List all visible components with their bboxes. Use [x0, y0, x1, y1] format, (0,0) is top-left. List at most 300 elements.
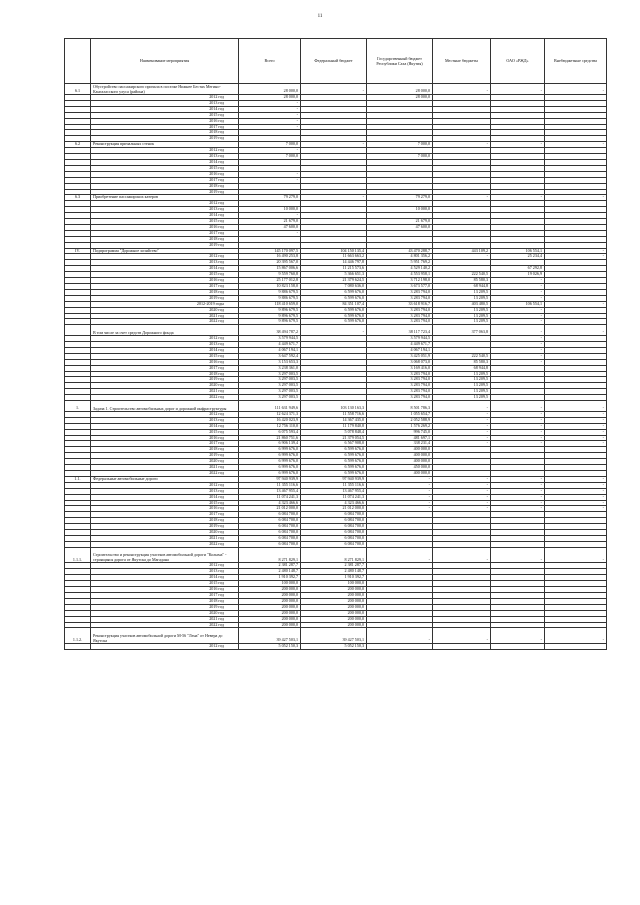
- cell-total: 20 395 567,0: [239, 260, 301, 266]
- cell-extra: -: [545, 482, 607, 488]
- cell-extra: -: [545, 506, 607, 512]
- cell-name: 2019 год: [91, 524, 239, 530]
- page-number: 11: [317, 14, 323, 19]
- cell-republic: 3 283 794,0: [367, 307, 433, 313]
- cell-federal: 1 910 392,7: [301, 575, 367, 581]
- cell-total: 2 381 287,7: [239, 563, 301, 569]
- cell-republic: 3 283 794,0: [367, 395, 433, 401]
- cell-republic: -: [367, 476, 433, 482]
- cell-federal: 6 599 676,0: [301, 465, 367, 471]
- cell-num: 6.1: [65, 84, 91, 95]
- cell-federal: 6 084 700,0: [301, 518, 367, 524]
- cell-republic: 5 951 769,2: [367, 260, 433, 266]
- cell-name: 2012 год: [91, 336, 239, 342]
- cell-name: 2019 год: [91, 295, 239, 301]
- cell-name: Реконструкция участков автомобильной дороги М-56 "Лена" от Невера до Якутска: [91, 628, 239, 644]
- cell-republic: 2 052 588,9: [367, 417, 433, 423]
- cell-federal: 6 599 676,0: [301, 289, 367, 295]
- cell-local: 13 209,5: [433, 383, 491, 389]
- cell-name: 2012 год: [91, 411, 239, 417]
- table-header-row: [65, 39, 607, 84]
- cell-extra: -: [545, 254, 607, 260]
- cell-total: 9 896 679,5: [239, 319, 301, 325]
- cell-rzhd: 106 554,1: [491, 248, 545, 254]
- cell-extra: [545, 644, 607, 650]
- cell-total: 118 410 659,0: [239, 301, 301, 307]
- cell-total: 4 449 671,7: [239, 342, 301, 348]
- cell-republic: 79 279,0: [367, 195, 433, 201]
- cell-total: 6 084 700,0: [239, 524, 301, 530]
- cell-total: 3 297 003,5: [239, 371, 301, 377]
- cell-total: 3 153 653,3: [239, 359, 301, 365]
- header-num: [65, 39, 91, 84]
- cell-republic: 3 283 794,0: [367, 377, 433, 383]
- cell-federal: 200 000,0: [301, 587, 367, 593]
- cell-name: 2012-2019 годы: [91, 301, 239, 307]
- cell-num: 1.: [65, 401, 91, 412]
- cell-local: -: [433, 628, 491, 644]
- cell-extra: -: [545, 494, 607, 500]
- cell-name: 2014 год: [91, 159, 239, 165]
- cell-republic: -: [367, 547, 433, 563]
- cell-total: 97 940 939,9: [239, 476, 301, 482]
- cell-rzhd: 19 026,9: [491, 272, 545, 278]
- cell-rzhd: -: [491, 319, 545, 325]
- cell-extra: -: [545, 488, 607, 494]
- cell-rzhd: -: [491, 441, 545, 447]
- cell-local: -: [433, 547, 491, 563]
- cell-republic: 10 000,0: [367, 207, 433, 213]
- cell-local: -: [433, 401, 491, 412]
- cell-local: 85 580,3: [433, 359, 491, 365]
- cell-republic: 47 600,0: [367, 224, 433, 230]
- cell-rzhd: -: [491, 336, 545, 342]
- cell-name: 2014 год: [91, 106, 239, 112]
- cell-local: -: [433, 423, 491, 429]
- cell-total: 25 177 012,8: [239, 278, 301, 284]
- cell-federal: 6 084 700,0: [301, 530, 367, 536]
- cell-federal: 6 599 676,0: [301, 453, 367, 459]
- cell-name: Задача 1. Строительство автомобильных дорог и дорожной инфраструктуры: [91, 401, 239, 412]
- cell-rzhd: -: [491, 307, 545, 313]
- cell-total: 39 427 503,1: [239, 628, 301, 644]
- cell-republic: 4 553 958,1: [367, 272, 433, 278]
- cell-local: -: [433, 500, 491, 506]
- cell-rzhd: -: [491, 295, 545, 301]
- cell-total: -: [239, 213, 301, 219]
- cell-republic: 3 283 794,0: [367, 295, 433, 301]
- cell-rzhd: 106 554,1: [491, 301, 545, 307]
- cell-total: 10 823 158,0: [239, 284, 301, 290]
- cell-extra: -: [545, 301, 607, 307]
- cell-republic: 8 501 786,3: [367, 401, 433, 412]
- cell-local: 13 209,5: [433, 307, 491, 313]
- cell-name: 2016 год: [91, 224, 239, 230]
- cell-total: 4 323 466,6: [239, 500, 301, 506]
- cell-local: 13 209,5: [433, 395, 491, 401]
- cell-federal: 6 599 676,0: [301, 470, 367, 476]
- cell-local: -: [433, 142, 491, 148]
- cell-local: -: [433, 417, 491, 423]
- cell-num: 6.3: [65, 195, 91, 201]
- cell-federal: 84 351 107,4: [301, 301, 367, 307]
- cell-total: 12 624 371,3: [239, 411, 301, 417]
- cell-local: 403 480,5: [433, 301, 491, 307]
- cell-federal: 39 427 503,1: [301, 628, 367, 644]
- cell-name: 2017 год: [91, 365, 239, 371]
- cell-name: 2018 год: [91, 183, 239, 189]
- cell-total: 3 647 592,4: [239, 353, 301, 359]
- cell-name: 2015 год: [91, 500, 239, 506]
- cell-republic: -: [367, 494, 433, 500]
- cell-name: 2013 год: [91, 417, 239, 423]
- header-name: Наименование мероприятия: [91, 39, 239, 84]
- cell-total: 9 886 679,5: [239, 295, 301, 301]
- cell-federal: 11 215 573,6: [301, 266, 367, 272]
- cell-total: 9 559 760,8: [239, 272, 301, 278]
- cell-name: 2016 год: [91, 506, 239, 512]
- header-extra: Внебюджетные средства: [545, 39, 607, 84]
- cell-local: -: [433, 84, 491, 95]
- cell-name: 2018 год: [91, 130, 239, 136]
- cell-num: 1.1.: [65, 476, 91, 482]
- cell-name: 2012 год: [91, 482, 239, 488]
- cell-federal: 104 150 135,4: [301, 248, 367, 254]
- cell-name: 2012 год: [91, 563, 239, 569]
- cell-name: 2017 год: [91, 230, 239, 236]
- cell-local: -: [433, 411, 491, 417]
- cell-local: -: [433, 195, 491, 201]
- cell-extra: -: [545, 248, 607, 254]
- table-row: [65, 547, 607, 563]
- cell-total: 3 297 003,5: [239, 377, 301, 383]
- cell-total: 6 999 676,0: [239, 447, 301, 453]
- cell-name: 2018 год: [91, 289, 239, 295]
- cell-rzhd: -: [491, 342, 545, 348]
- cell-federal: 100 000,0: [301, 581, 367, 587]
- cell-federal: 2 381 287,7: [301, 563, 367, 569]
- cell-republic: 1 576 269,2: [367, 423, 433, 429]
- cell-republic: 3 283 794,0: [367, 319, 433, 325]
- cell-local: 13 209,5: [433, 289, 491, 295]
- cell-republic: 338 231,4: [367, 441, 433, 447]
- cell-name: 2013 год: [91, 569, 239, 575]
- cell-total: -: [239, 118, 301, 124]
- cell-total: 21 860 751,6: [239, 435, 301, 441]
- cell-federal: 5 078 848,4: [301, 429, 367, 435]
- cell-rzhd: -: [491, 628, 545, 644]
- cell-federal: 6 599 676,0: [301, 307, 367, 313]
- cell-name: 2012 год: [91, 148, 239, 154]
- cell-republic: 3 283 794,0: [367, 383, 433, 389]
- cell-name: 2020 год: [91, 383, 239, 389]
- cell-total: 79 279,0: [239, 195, 301, 201]
- cell-federal: 103 130 163,3: [301, 401, 367, 412]
- cell-num: 1.1.1.: [65, 547, 91, 563]
- cell-total: 3 238 361,0: [239, 365, 301, 371]
- cell-republic: -: [367, 506, 433, 512]
- cell-republic: 7 000,0: [367, 142, 433, 148]
- cell-name: 2021 год: [91, 389, 239, 395]
- financing-table: [64, 38, 607, 650]
- cell-local: 222 540,5: [433, 353, 491, 359]
- cell-name: 2017 год: [91, 124, 239, 130]
- cell-name: 2018 год: [91, 236, 239, 242]
- cell-local: [433, 644, 491, 650]
- cell-republic: 450 000,0: [367, 465, 433, 471]
- cell-name: 2015 год: [91, 581, 239, 587]
- cell-extra: -: [545, 441, 607, 447]
- cell-federal: 6 084 700,0: [301, 541, 367, 547]
- cell-total: 9 886 679,5: [239, 289, 301, 295]
- cell-total: 9 896 679,5: [239, 313, 301, 319]
- cell-name: 2019 год: [91, 453, 239, 459]
- cell-local: 443 109,2: [433, 248, 491, 254]
- cell-name: 2012 год: [91, 201, 239, 207]
- cell-federal: 8 271 829,1: [301, 547, 367, 563]
- cell-republic: 4 529 140,2: [367, 266, 433, 272]
- cell-republic: [367, 644, 433, 650]
- cell-name: Обустройство пассажирского причала в поселке Нижнее Бестях Мегино-Кангаласского улуса (района): [91, 84, 239, 95]
- cell-extra: -: [545, 429, 607, 435]
- cell-rzhd: -: [491, 429, 545, 435]
- cell-rzhd: -: [491, 423, 545, 429]
- cell-total: 38 494 787,2: [239, 325, 301, 336]
- cell-republic: 3 579 944,5: [367, 336, 433, 342]
- cell-republic: 400 000,0: [367, 459, 433, 465]
- cell-federal: 6 599 676,0: [301, 313, 367, 319]
- cell-name: 2021 год: [91, 313, 239, 319]
- cell-extra: -: [545, 84, 607, 95]
- cell-republic: 4 449 671,7: [367, 342, 433, 348]
- cell-total: 3 297 003,5: [239, 395, 301, 401]
- cell-federal: 200 000,0: [301, 616, 367, 622]
- cell-name: Подпрограмма "Дорожное хозяйство": [91, 248, 239, 254]
- cell-name: 2014 год: [91, 494, 239, 500]
- cell-federal: 7 080 636,0: [301, 284, 367, 290]
- cell-federal: 200 000,0: [301, 610, 367, 616]
- cell-total: 200 000,0: [239, 622, 301, 628]
- cell-rzhd: -: [491, 289, 545, 295]
- cell-total: 100 000,0: [239, 581, 301, 587]
- cell-name: 2017 год: [91, 512, 239, 518]
- cell-total: 6 999 676,0: [239, 470, 301, 476]
- cell-total: 145 170 097,5: [239, 248, 301, 254]
- cell-name: 2016 год: [91, 171, 239, 177]
- cell-local: 377 063,8: [433, 325, 491, 336]
- cell-extra: -: [545, 547, 607, 563]
- cell-extra: -: [545, 195, 607, 201]
- cell-extra: -: [545, 435, 607, 441]
- cell-rzhd: -: [491, 353, 545, 359]
- cell-name: 2013 год: [91, 207, 239, 213]
- cell-total: 6 906 139,4: [239, 441, 301, 447]
- cell-name: 2020 год: [91, 610, 239, 616]
- cell-name: 2016 год: [91, 587, 239, 593]
- cell-federal: 4 323 466,6: [301, 500, 367, 506]
- cell-name: 2015 год: [91, 353, 239, 359]
- header-federal: Федеральный бюджет: [301, 39, 367, 84]
- cell-extra: -: [545, 417, 607, 423]
- cell-local: -: [433, 488, 491, 494]
- cell-num: IV.: [65, 248, 91, 254]
- cell-name: 2018 год: [91, 598, 239, 604]
- cell-federal: 21 379 054,5: [301, 435, 367, 441]
- cell-extra: -: [545, 476, 607, 482]
- cell-federal: -: [301, 84, 367, 95]
- table-row: [65, 325, 607, 336]
- cell-total: -: [239, 171, 301, 177]
- cell-name: 2014 год: [91, 213, 239, 219]
- cell-total: 200 000,0: [239, 604, 301, 610]
- cell-total: 6 084 700,0: [239, 512, 301, 518]
- cell-federal: 6 084 700,0: [301, 535, 367, 541]
- header-total: Всего: [239, 39, 301, 84]
- cell-total: 3 579 944,5: [239, 336, 301, 342]
- cell-republic: 400 000,0: [367, 453, 433, 459]
- cell-total: 6 084 700,0: [239, 530, 301, 536]
- cell-local: -: [433, 506, 491, 512]
- cell-name: В том числе за счет средств Дорожного фонда: [91, 325, 239, 336]
- cell-name: 2015 год: [91, 272, 239, 278]
- cell-rzhd: -: [491, 195, 545, 201]
- cell-name: 2018 год: [91, 518, 239, 524]
- cell-name: 2021 год: [91, 465, 239, 471]
- cell-total: 10 000,0: [239, 207, 301, 213]
- cell-republic: 3 712 198,0: [367, 278, 433, 284]
- cell-republic: 38 117 723,4: [367, 325, 433, 336]
- cell-name: 2020 год: [91, 530, 239, 536]
- cell-federal: 11 179 840,8: [301, 423, 367, 429]
- cell-federal: 11 074 241,3: [301, 494, 367, 500]
- cell-total: 4 067 194,1: [239, 347, 301, 353]
- cell-total: -: [239, 100, 301, 106]
- cell-rzhd: -: [491, 435, 545, 441]
- cell-republic: 33 618 916,7: [367, 301, 433, 307]
- cell-rzhd: -: [491, 347, 545, 353]
- cell-republic: 3 673 577,0: [367, 284, 433, 290]
- cell-republic: 400 000,0: [367, 470, 433, 476]
- cell-total: 21 679,0: [239, 219, 301, 225]
- cell-republic: 3 169 416,0: [367, 365, 433, 371]
- cell-republic: -: [367, 482, 433, 488]
- cell-num: [65, 644, 91, 650]
- table-row: [65, 644, 607, 650]
- cell-name: 2022 год: [91, 319, 239, 325]
- cell-rzhd: -: [491, 506, 545, 512]
- cell-republic: 4 067 194,1: [367, 347, 433, 353]
- cell-total: 16 420 023,9: [239, 417, 301, 423]
- cell-local: 85 580,3: [433, 278, 491, 284]
- cell-republic: 3 283 794,0: [367, 389, 433, 395]
- cell-total: 13 467 955,4: [239, 488, 301, 494]
- cell-extra: -: [545, 142, 607, 148]
- cell-rzhd: -: [491, 476, 545, 482]
- cell-federal: 6 599 676,0: [301, 319, 367, 325]
- cell-total: 28 000,0: [239, 84, 301, 95]
- cell-name: 2019 год: [91, 604, 239, 610]
- cell-federal: 6 599 676,0: [301, 447, 367, 453]
- cell-name: 2017 год: [91, 441, 239, 447]
- cell-extra: -: [545, 325, 607, 336]
- cell-local: 68 944,8: [433, 284, 491, 290]
- cell-rzhd: -: [491, 500, 545, 506]
- cell-name: 2016 год: [91, 435, 239, 441]
- header-republic: Государственный бюджет Республики Саха (Якутия): [367, 39, 433, 84]
- cell-total: 9 896 679,5: [239, 307, 301, 313]
- cell-local: -: [433, 254, 491, 260]
- cell-total: -: [239, 112, 301, 118]
- cell-rzhd: 67 292,8: [491, 266, 545, 272]
- cell-rzhd: -: [491, 84, 545, 95]
- cell-total: 8 271 829,1: [239, 547, 301, 563]
- cell-federal: -: [301, 325, 367, 336]
- cell-local: 68 944,8: [433, 365, 491, 371]
- cell-rzhd: -: [491, 417, 545, 423]
- cell-total: -: [239, 177, 301, 183]
- cell-local: 13 209,5: [433, 377, 491, 383]
- table-body: [65, 84, 607, 650]
- cell-total: 16 490 253,8: [239, 254, 301, 260]
- cell-name: 2020 год: [91, 307, 239, 313]
- cell-local: -: [433, 482, 491, 488]
- cell-name: 2018 год: [91, 447, 239, 453]
- cell-total: 200 000,0: [239, 616, 301, 622]
- cell-name: 2022 год: [91, 541, 239, 547]
- cell-local: -: [433, 435, 491, 441]
- cell-total: 200 000,0: [239, 592, 301, 598]
- cell-rzhd: -: [491, 494, 545, 500]
- table-row: [65, 628, 607, 644]
- cell-name: 2019 год: [91, 377, 239, 383]
- cell-federal: 6 084 700,0: [301, 512, 367, 518]
- cell-federal: 2 480 148,7: [301, 569, 367, 575]
- cell-federal: 5 052 150,3: [301, 644, 367, 650]
- cell-republic: 996 745,0: [367, 429, 433, 435]
- cell-name: 2012 год: [91, 644, 239, 650]
- table-row: [65, 401, 607, 412]
- cell-total: 7 000,0: [239, 142, 301, 148]
- cell-total: -: [239, 230, 301, 236]
- cell-rzhd: -: [491, 401, 545, 412]
- cell-federal: 21 379 624,5: [301, 278, 367, 284]
- cell-federal: 6 084 700,0: [301, 524, 367, 530]
- cell-rzhd: -: [491, 547, 545, 563]
- cell-name: 2012 год: [91, 254, 239, 260]
- cell-name: Приобретение пассажирских катеров: [91, 195, 239, 201]
- cell-total: 6 999 676,0: [239, 465, 301, 471]
- cell-num: [65, 325, 91, 336]
- cell-name: 2020 год: [91, 459, 239, 465]
- cell-name: 2014 год: [91, 347, 239, 353]
- cell-total: 28 000,0: [239, 95, 301, 101]
- cell-total: 1 910 392,7: [239, 575, 301, 581]
- cell-federal: 6 599 676,0: [301, 459, 367, 465]
- cell-name: 2015 год: [91, 429, 239, 435]
- cell-name: 2014 год: [91, 423, 239, 429]
- cell-name: 2017 год: [91, 592, 239, 598]
- cell-republic: -: [367, 500, 433, 506]
- cell-name: Федеральные автомобильные дороги: [91, 476, 239, 482]
- cell-federal: 200 000,0: [301, 604, 367, 610]
- cell-name: Реконструкция причальных стенок: [91, 142, 239, 148]
- cell-rzhd: -: [491, 278, 545, 284]
- cell-total: 6 084 700,0: [239, 541, 301, 547]
- cell-total: 6 084 700,0: [239, 535, 301, 541]
- cell-name: 2014 год: [91, 266, 239, 272]
- cell-name: 2015 год: [91, 112, 239, 118]
- cell-name: 2013 год: [91, 342, 239, 348]
